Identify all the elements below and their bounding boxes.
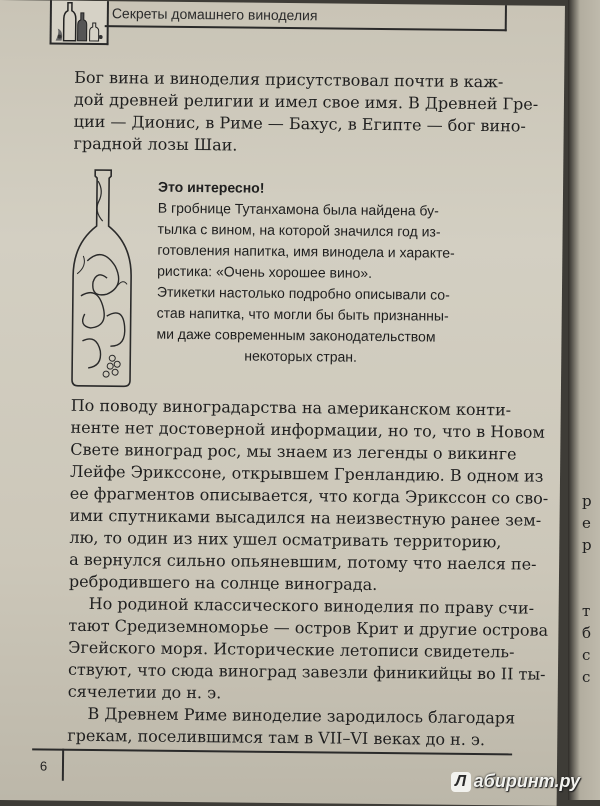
text-line: тылка с вином, на которой значился год из- — [157, 220, 441, 240]
text-line: тают Средиземноморье — остров Крит и другие острова — [68, 615, 549, 640]
text-line: ции — Дионис, в Риме — Бахус, в Египте — бог вино- — [73, 111, 526, 136]
sidebar-heading: Это интересно! — [157, 178, 265, 196]
interesting-fact-box — [156, 177, 455, 369]
text-fragment: с — [582, 646, 591, 664]
text-line: Лейфе Эрикссоне, открывшем Гренландию. В одном из — [69, 461, 544, 486]
text-fragment — [582, 556, 592, 578]
watermark-text: абиринт.ру — [473, 770, 580, 791]
text-line: грекам, поселившимся там в VII–VI веках до н. э. — [67, 725, 486, 750]
text-line: В гробнице Тутанхамона была найдена бу- — [157, 199, 439, 219]
page-number: 6 — [39, 758, 48, 774]
ornamental-wine-bottle-icon — [66, 166, 138, 392]
text-line: ристика: «Очень хорошее вино». — [157, 262, 373, 281]
text-line: ребродившего на солнце винограда. — [68, 571, 378, 594]
text-fragment: р — [582, 536, 592, 554]
text-line: ствуют, что сюда виноград завезли финикийцы во II ты- — [67, 659, 546, 684]
text-line: Эгейского моря. Исторические летописи свидетель- — [68, 637, 515, 662]
wine-bottles-logo-icon — [50, 1, 109, 46]
text-line: а вернулся сильно опьяневшим, потому что наелся пе- — [69, 549, 537, 574]
text-fragment — [582, 578, 592, 600]
text-line: градной лозы Шаи. — [73, 133, 238, 155]
text-line: По поводу виноградарства на американском конти- — [70, 395, 512, 420]
paragraph-gods-of-wine — [73, 67, 538, 160]
text-line: Бог вина и виноделия присутствовал почти в каж- — [74, 67, 504, 92]
labirint-logo-icon: Л — [451, 772, 471, 792]
text-line: ими спутниками высадился на неизвестную ранее зем- — [69, 505, 542, 530]
running-header-title: Секреты домашнего виноделия — [111, 5, 318, 24]
text-line: став напитка, что могли бы быть признанны- — [156, 304, 449, 324]
labirint-watermark — [451, 771, 580, 792]
paragraph-history — [67, 395, 550, 752]
text-line: ее фрагментов описывается, что когда Эрикссон со сво- — [69, 483, 549, 508]
text-line: готовления напитка, имя винодела и характе- — [157, 241, 455, 261]
text-fragment: б — [582, 624, 592, 642]
text-line: ненте нет достоверной информации, но то, что в Новом — [70, 417, 546, 442]
text-line: ми даже современным законодательством — [156, 325, 436, 345]
text-fragment: с — [582, 668, 591, 686]
text-line: Свете виноград рос, мы знаем из легенды о викинге — [70, 439, 517, 464]
text-line: Но родиной классического виноделия по праву счи- — [88, 593, 535, 618]
text-line: сячелетии до н. э. — [67, 681, 222, 703]
text-line: В Древнем Риме виноделие зародилось благодаря — [87, 703, 516, 728]
text-line: некоторых стран. — [244, 347, 358, 365]
text-fragment: р — [582, 492, 592, 510]
text-fragment: е — [582, 514, 591, 532]
text-line: лю, то один из них ушел осматривать территорию, — [69, 527, 502, 552]
text-line: Этикетки настолько подробно описывали со- — [156, 283, 450, 303]
page-number-box — [32, 748, 64, 780]
text-fragment: т — [582, 602, 591, 620]
text-line: дой древней религии и имел свое имя. В Древней Гре- — [73, 89, 539, 114]
next-page-text-fragments — [582, 490, 592, 688]
